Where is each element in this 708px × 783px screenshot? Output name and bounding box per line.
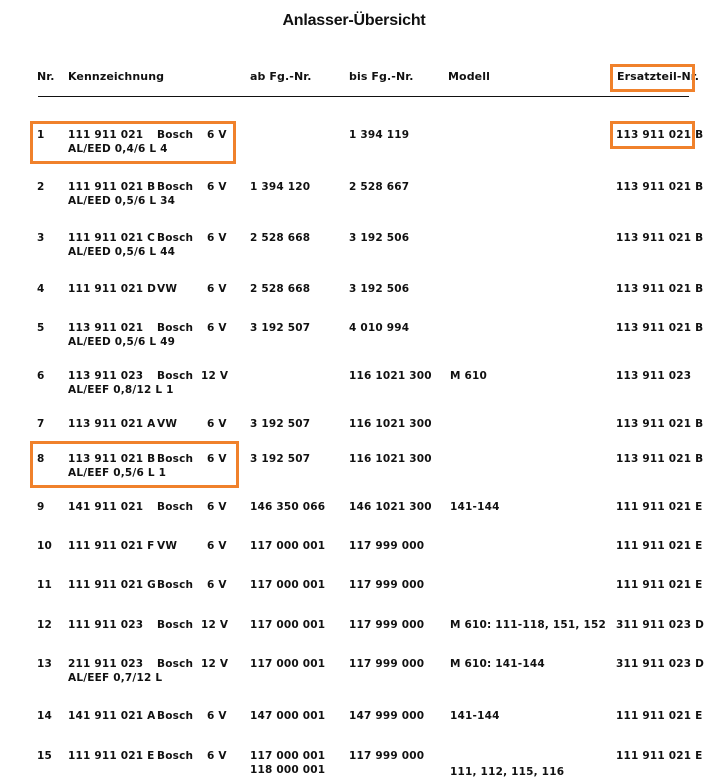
cell-part-number: 111 911 021 E xyxy=(68,750,155,762)
cell-ersatzteil-nr: 113 911 021 B xyxy=(616,232,704,244)
cell-maker: Bosch xyxy=(157,181,194,193)
cell-voltage: 6 V xyxy=(207,540,227,552)
cell-type-designation: AL/EEF 0,5/6 L 1 xyxy=(68,467,167,479)
cell-nr: 7 xyxy=(37,418,45,430)
cell-type-designation: AL/EED 0,4/6 L 4 xyxy=(68,143,168,155)
cell-part-number: 113 911 021 B xyxy=(68,453,156,465)
cell-ersatzteil-nr: 311 911 023 D xyxy=(616,658,705,670)
cell-part-number: 113 911 021 xyxy=(68,322,144,334)
cell-voltage: 6 V xyxy=(207,232,227,244)
cell-bis-fg-nr: 117 999 000 xyxy=(349,579,425,591)
cell-voltage: 6 V xyxy=(207,322,227,334)
cell-modell: M 610 xyxy=(450,370,488,382)
cell-ersatzteil-nr: 113 911 021 B xyxy=(616,129,704,141)
cell-ersatzteil-nr: 113 911 021 B xyxy=(616,283,704,295)
cell-nr: 11 xyxy=(37,579,53,591)
cell-ab-fg-nr: 147 000 001 xyxy=(250,710,326,722)
cell-ersatzteil-nr: 111 911 021 E xyxy=(616,750,703,762)
cell-type-designation: AL/EEF 0,8/12 L 1 xyxy=(68,384,174,396)
cell-ab-fg-nr: 1 394 120 xyxy=(250,181,311,193)
cell-maker: Bosch xyxy=(157,370,194,382)
cell-part-number: 211 911 023 xyxy=(68,658,144,670)
cell-bis-fg-nr: 117 999 000 xyxy=(349,619,425,631)
cell-bis-fg-nr: 116 1021 300 xyxy=(349,370,432,382)
cell-bis-fg-nr: 2 528 667 xyxy=(349,181,410,193)
cell-ersatzteil-nr: 111 911 021 E xyxy=(616,579,703,591)
cell-part-number: 113 911 021 A xyxy=(68,418,156,430)
cell-ab-fg-nr: 3 192 507 xyxy=(250,322,311,334)
highlight-ersatz-row-1 xyxy=(610,121,695,149)
cell-nr: 4 xyxy=(37,283,45,295)
header-ab-fg-nr: ab Fg.-Nr. xyxy=(250,70,312,83)
cell-maker: VW xyxy=(157,283,178,295)
cell-maker: Bosch xyxy=(157,501,194,513)
cell-modell: 141-144 xyxy=(450,501,500,513)
cell-modell: M 610: 111-118, 151, 152 xyxy=(450,619,606,631)
cell-type-designation: AL/EED 0,5/6 L 44 xyxy=(68,246,176,258)
cell-ersatzteil-nr: 113 911 023 xyxy=(616,370,692,382)
cell-nr: 12 xyxy=(37,619,53,631)
cell-ab-fg-nr: 146 350 066 xyxy=(250,501,326,513)
cell-type-designation: AL/EED 0,5/6 L 49 xyxy=(68,336,176,348)
cell-ersatzteil-nr: 111 911 021 E xyxy=(616,501,703,513)
cell-part-number: 111 911 021 B xyxy=(68,181,156,193)
cell-part-number: 111 911 021 xyxy=(68,129,144,141)
page-title: Anlasser-Übersicht xyxy=(282,12,426,29)
highlight-row-1 xyxy=(30,121,236,164)
cell-voltage: 6 V xyxy=(207,579,227,591)
cell-maker: Bosch xyxy=(157,453,194,465)
cell-maker: VW xyxy=(157,418,178,430)
cell-nr: 14 xyxy=(37,710,53,722)
cell-voltage: 6 V xyxy=(207,453,227,465)
cell-voltage: 12 V xyxy=(201,619,229,631)
cell-ersatzteil-nr: 111 911 021 E xyxy=(616,540,703,552)
cell-ab-fg-nr: 117 000 001 xyxy=(250,750,326,762)
cell-type-designation: AL/EED 0,5/6 L 34 xyxy=(68,195,176,207)
cell-part-number: 111 911 021 D xyxy=(68,283,157,295)
cell-part-number: 141 911 021 A xyxy=(68,710,156,722)
cell-ab-fg-nr: 117 000 001 xyxy=(250,579,326,591)
cell-part-number: 111 911 023 xyxy=(68,619,144,631)
cell-ersatzteil-nr: 311 911 023 D xyxy=(616,619,705,631)
cell-maker: Bosch xyxy=(157,710,194,722)
cell-ab-fg-nr: 117 000 001 xyxy=(250,658,326,670)
header-ersatzteil-nr: Ersatzteil-Nr. xyxy=(617,70,700,83)
cell-maker: VW xyxy=(157,540,178,552)
cell-ab-fg-nr: 117 000 001 xyxy=(250,619,326,631)
cell-nr: 10 xyxy=(37,540,53,552)
cell-bis-fg-nr: 1 394 119 xyxy=(349,129,410,141)
cell-part-number: 113 911 023 xyxy=(68,370,144,382)
cell-bis-fg-nr: 3 192 506 xyxy=(349,232,410,244)
cell-maker: Bosch xyxy=(157,232,194,244)
cell-ab-fg-nr: 117 000 001 xyxy=(250,540,326,552)
cell-nr: 3 xyxy=(37,232,45,244)
cell-maker: Bosch xyxy=(157,750,194,762)
header-bis-fg-nr: bis Fg.-Nr. xyxy=(349,70,414,83)
highlight-row-8 xyxy=(30,441,239,488)
cell-bis-fg-nr: 146 1021 300 xyxy=(349,501,432,513)
cell-maker: Bosch xyxy=(157,129,194,141)
header-modell: Modell xyxy=(448,70,490,83)
cell-nr: 15 xyxy=(37,750,53,762)
cell-bis-fg-nr: 147 999 000 xyxy=(349,710,425,722)
cell-voltage: 12 V xyxy=(201,658,229,670)
cell-voltage: 6 V xyxy=(207,710,227,722)
header-kennzeichnung: Kennzeichnung xyxy=(68,70,165,83)
cell-ab-fg-nr: 3 192 507 xyxy=(250,418,311,430)
cell-maker: Bosch xyxy=(157,322,194,334)
cell-bis-fg-nr: 116 1021 300 xyxy=(349,418,432,430)
cell-maker: Bosch xyxy=(157,579,194,591)
cell-bis-fg-nr: 3 192 506 xyxy=(349,283,410,295)
cell-bis-fg-nr: 117 999 000 xyxy=(349,658,425,670)
cell-voltage: 6 V xyxy=(207,283,227,295)
cell-bis-fg-nr: 117 999 000 xyxy=(349,750,425,762)
cell-ab-fg-nr: 2 528 668 xyxy=(250,232,311,244)
cell-bis-fg-nr: 4 010 994 xyxy=(349,322,410,334)
cell-ersatzteil-nr: 113 911 021 B xyxy=(616,453,704,465)
cell-nr: 13 xyxy=(37,658,53,670)
cell-voltage: 6 V xyxy=(207,129,227,141)
cell-nr: 1 xyxy=(37,129,45,141)
cell-modell-2: 111, 112, 115, 116 xyxy=(450,766,565,778)
cell-voltage: 6 V xyxy=(207,181,227,193)
cell-maker: Bosch xyxy=(157,658,194,670)
cell-part-number: 111 911 021 F xyxy=(68,540,155,552)
cell-type-designation: AL/EEF 0,7/12 L xyxy=(68,672,163,684)
cell-nr: 8 xyxy=(37,453,45,465)
cell-nr: 2 xyxy=(37,181,45,193)
cell-ab-fg-nr: 2 528 668 xyxy=(250,283,311,295)
cell-bis-fg-nr: 117 999 000 xyxy=(349,540,425,552)
cell-voltage: 6 V xyxy=(207,501,227,513)
cell-voltage: 12 V xyxy=(201,370,229,382)
cell-ab-fg-nr: 3 192 507 xyxy=(250,453,311,465)
cell-maker: Bosch xyxy=(157,619,194,631)
header-nr: Nr. xyxy=(37,70,55,83)
cell-part-number: 111 911 021 G xyxy=(68,579,156,591)
header-divider xyxy=(38,96,689,97)
cell-modell: 141-144 xyxy=(450,710,500,722)
cell-nr: 5 xyxy=(37,322,45,334)
cell-modell: M 610: 141-144 xyxy=(450,658,545,670)
cell-nr: 9 xyxy=(37,501,45,513)
cell-ersatzteil-nr: 113 911 021 B xyxy=(616,322,704,334)
cell-part-number: 111 911 021 C xyxy=(68,232,156,244)
cell-part-number: 141 911 021 xyxy=(68,501,144,513)
cell-voltage: 6 V xyxy=(207,418,227,430)
cell-ab-fg-nr-2: 118 000 001 xyxy=(250,764,326,776)
cell-nr: 6 xyxy=(37,370,45,382)
cell-voltage: 6 V xyxy=(207,750,227,762)
cell-ersatzteil-nr: 113 911 021 B xyxy=(616,181,704,193)
highlight-header-ersatzteil xyxy=(610,64,695,92)
cell-ersatzteil-nr: 113 911 021 B xyxy=(616,418,704,430)
cell-bis-fg-nr: 116 1021 300 xyxy=(349,453,432,465)
cell-ersatzteil-nr: 111 911 021 E xyxy=(616,710,703,722)
